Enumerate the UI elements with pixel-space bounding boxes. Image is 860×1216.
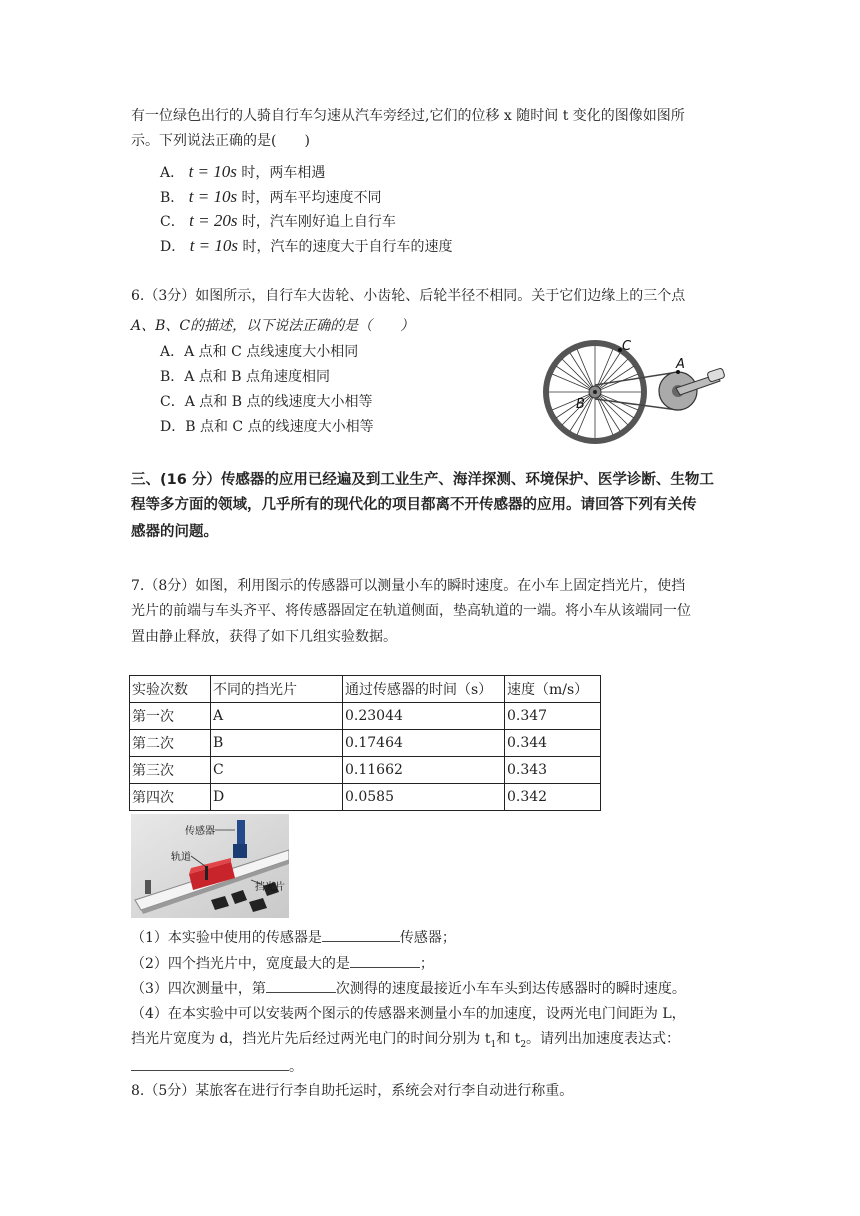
sub4-text-b: 和 t bbox=[496, 1031, 521, 1047]
q6-option-b: B．A 点和 B 点角速度相同 bbox=[160, 369, 331, 385]
table-header-cell: 速度（m/s） bbox=[505, 676, 601, 703]
q7-stem-line2: 光片的前端与车头齐平、将传感器固定在轨道侧面，垫高轨道的一端。将小车从该端同一位 bbox=[131, 603, 691, 619]
q7-data-table bbox=[129, 675, 601, 811]
section3-line2: 程等多方面的领域，几乎所有的现代化的项目都离不开传感器的应用。请回答下列有关传 bbox=[131, 497, 697, 513]
table-header-cell: 实验次数 bbox=[130, 676, 211, 703]
q6-option-d: D．B 点和 C 点的线速度大小相等 bbox=[160, 419, 374, 435]
sub1-suffix: 传感器； bbox=[399, 930, 456, 946]
option-text: 时，两车平均速度不同 bbox=[241, 190, 382, 206]
table-cell: 第三次 bbox=[130, 757, 211, 784]
answer-blank[interactable] bbox=[350, 953, 420, 968]
q7-stem-line3: 置由静止释放，获得了如下几组实验数据。 bbox=[131, 629, 397, 645]
option-letter: D． bbox=[160, 239, 186, 255]
table-cell: C bbox=[211, 757, 343, 784]
option-math: t = 10s bbox=[188, 187, 238, 206]
table-row bbox=[130, 730, 601, 757]
bicycle-gear-figure bbox=[540, 330, 730, 450]
q6-option-c: C．A 点和 B 点的线速度大小相等 bbox=[160, 394, 373, 410]
table-cell: 0.17464 bbox=[343, 730, 505, 757]
table-header-cell: 通过传感器的时间（s） bbox=[343, 676, 505, 703]
option-text: 时，汽车的速度大于自行车的速度 bbox=[242, 239, 453, 255]
table-cell: D bbox=[211, 784, 343, 811]
table-header-row bbox=[130, 676, 601, 703]
q5-stem-line1: 有一位绿色出行的人骑自行车匀速从汽车旁经过,它们的位移 x 随时间 t 变化的图像如图所 bbox=[131, 108, 685, 124]
sensor-experiment-photo bbox=[131, 814, 289, 918]
answer-blank[interactable] bbox=[266, 978, 336, 993]
table-cell: 第一次 bbox=[130, 703, 211, 730]
q6-option-a: A．A 点和 C 点线速度大小相同 bbox=[160, 344, 359, 360]
q6-stem-line2: A、B、C的描述，以下说法正确的是（ ） bbox=[131, 318, 415, 334]
answer-blank[interactable] bbox=[322, 927, 400, 942]
q6-stem-line1: 6.（3分）如图所示，自行车大齿轮、小齿轮、后轮半径不相同。关于它们边缘上的三个点 bbox=[131, 288, 686, 304]
sub2-text: （2）四个挡光片中，宽度最大的是 bbox=[131, 956, 350, 972]
option-letter: B． bbox=[160, 190, 185, 206]
sub4-text-a: 挡光片宽度为 d，挡光片先后经过两光电门的时间分别为 t bbox=[131, 1031, 491, 1047]
table-row bbox=[130, 703, 601, 730]
table-cell: 0.347 bbox=[505, 703, 601, 730]
table-cell: 0.342 bbox=[505, 784, 601, 811]
subscript-1: 1 bbox=[490, 1039, 497, 1050]
section3-line3: 感器的问题。 bbox=[131, 524, 218, 540]
q5-option-b bbox=[160, 187, 382, 208]
table-cell: A bbox=[211, 703, 343, 730]
option-letter: A． bbox=[160, 165, 185, 181]
q5-option-d bbox=[160, 236, 452, 257]
subscript-2: 2 bbox=[520, 1039, 527, 1050]
option-letter: C． bbox=[160, 214, 185, 230]
option-math: t = 10s bbox=[189, 236, 238, 255]
option-math: t = 10s bbox=[188, 162, 237, 181]
option-math: t = 20s bbox=[189, 211, 238, 230]
sub3-text: （3）四次测量中，第 bbox=[131, 981, 266, 997]
q7-sub4-line3 bbox=[131, 1056, 303, 1077]
q5-option-a bbox=[160, 162, 325, 183]
label-a: A bbox=[676, 357, 685, 372]
q8-stem: 8.（5分）某旅客在进行行李自助托运时，系统会对行李自动进行称重。 bbox=[131, 1083, 574, 1099]
table-cell: 第四次 bbox=[130, 784, 211, 811]
sub3-suffix: 次测得的速度最接近小车车头到达传感器时的瞬时速度。 bbox=[335, 981, 686, 997]
option-text: 时，汽车刚好追上自行车 bbox=[241, 214, 396, 230]
sub4-end: 。 bbox=[289, 1059, 303, 1075]
table-row bbox=[130, 757, 601, 784]
section3-line1: 三、(16 分）传感器的应用已经遍及到工业生产、海洋探测、环境保护、医学诊断、生物工 bbox=[131, 472, 714, 488]
q5-option-c bbox=[160, 211, 396, 232]
photo-label-track: 轨道 bbox=[171, 852, 191, 863]
table-row bbox=[130, 784, 601, 811]
q7-sub2 bbox=[131, 953, 434, 974]
sub2-suffix: ； bbox=[419, 956, 434, 972]
table-cell: 0.343 bbox=[505, 757, 601, 784]
answer-blank[interactable] bbox=[131, 1056, 289, 1071]
sub1-text: （1）本实验中使用的传感器是 bbox=[131, 930, 322, 946]
photo-label-shutter: 挡光片 bbox=[255, 882, 285, 893]
q5-stem-line2: 示。下列说法正确的是( ) bbox=[131, 133, 310, 149]
q7-sub4-line1: （4）在本实验中可以安装两个图示的传感器来测量小车的加速度，设两光电门间距为 L， bbox=[131, 1006, 686, 1022]
q7-sub3 bbox=[131, 978, 686, 999]
option-text: 时，两车相遇 bbox=[241, 165, 326, 181]
table-header-cell: 不同的挡光片 bbox=[211, 676, 343, 703]
photo-label-sensor: 传感器 bbox=[185, 826, 215, 837]
label-b: B bbox=[576, 397, 585, 412]
table-cell: 0.23044 bbox=[343, 703, 505, 730]
sub4-text-c: 。请列出加速度表达式： bbox=[526, 1031, 681, 1047]
table-cell: 0.344 bbox=[505, 730, 601, 757]
track-end-stop bbox=[145, 880, 151, 894]
rear-wheel bbox=[543, 340, 647, 444]
label-c: C bbox=[622, 339, 632, 354]
q7-sub4-line2 bbox=[131, 1029, 680, 1055]
q7-stem-line1: 7.（8分）如图，利用图示的传感器可以测量小车的瞬时速度。在小车上固定挡光片，使挡 bbox=[131, 578, 686, 594]
q7-sub1 bbox=[131, 927, 456, 948]
table-cell: 0.11662 bbox=[343, 757, 505, 784]
table-cell: B bbox=[211, 730, 343, 757]
table-cell: 第二次 bbox=[130, 730, 211, 757]
table-cell: 0.0585 bbox=[343, 784, 505, 811]
